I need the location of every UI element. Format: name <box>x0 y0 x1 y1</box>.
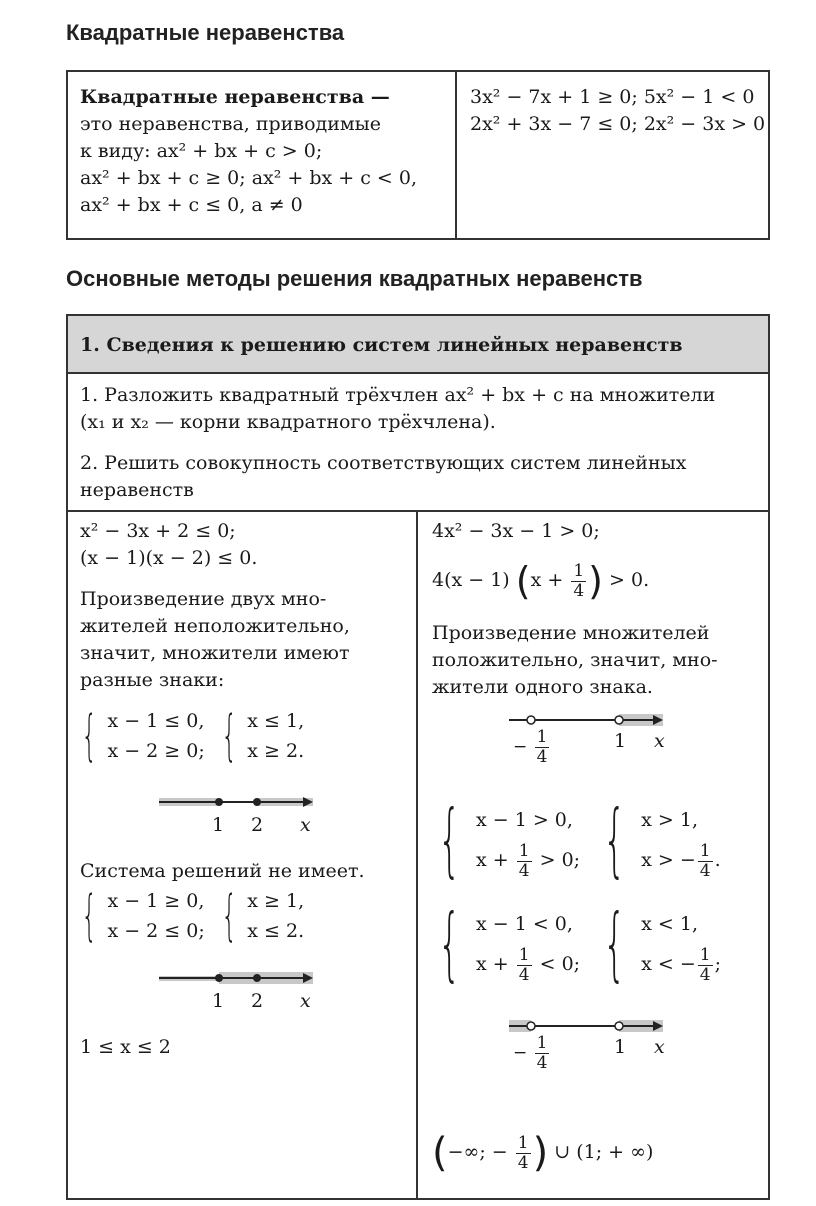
axis-label-fraction: − $\frac{1}{4}$ <box>513 1033 548 1073</box>
system-2 <box>76 886 304 946</box>
right-eq2 <box>432 556 649 605</box>
paren-right: ) <box>532 1130 549 1176</box>
divider <box>66 510 770 512</box>
point-2 <box>253 974 261 982</box>
no-solution-text: Система решений не имеет. <box>80 860 365 882</box>
brace: { <box>221 704 237 767</box>
table-divider <box>455 70 457 240</box>
explanation: разные знаки: <box>80 669 225 691</box>
inequality: x > − $\frac{1}{4}$ . <box>641 840 721 881</box>
paren-left: ( <box>515 559 531 603</box>
inequality: x − 1 ≥ 0, <box>107 890 205 912</box>
axis-label: 1 <box>614 1036 627 1058</box>
open-point-neg-quarter <box>527 1022 535 1030</box>
axis-label: x <box>654 1036 665 1058</box>
definition-text <box>80 84 417 219</box>
inequality: x + $\frac{1}{4}$ > 0; <box>476 840 581 881</box>
inequality: x ≥ 2. <box>247 740 305 762</box>
right-answer: (−∞; − $\frac{1}{4}$ ) ∪ (1; + ∞) <box>432 1130 654 1176</box>
explanation: Произведение множителей <box>432 622 710 644</box>
axis-label: 1 <box>614 730 627 752</box>
axis-label: x <box>300 814 311 836</box>
open-point-neg-quarter <box>527 716 535 724</box>
step-line: 1. Разложить квадратный трёхчлен ax² + bx + c на множители <box>80 384 716 406</box>
explanation: жителей неположительно, <box>80 615 350 637</box>
axis-label: 1 <box>212 990 225 1012</box>
inequality: x − 2 ≥ 0; <box>107 740 205 762</box>
section-title: Основные методы решения квадратных неравенств <box>66 266 643 291</box>
paren-right: ) <box>588 559 603 603</box>
right-explanation <box>432 620 718 701</box>
equation: (x − 1)(x − 2) ≤ 0. <box>80 547 258 569</box>
brace: { <box>437 793 461 887</box>
factor: x + <box>530 569 564 591</box>
system-3 <box>428 793 721 887</box>
axis-label: x <box>300 990 311 1012</box>
inequality: x < − $\frac{1}{4}$ ; <box>641 944 722 985</box>
brace: { <box>81 884 97 947</box>
inequality: x − 2 ≤ 0; <box>107 920 205 942</box>
inequality: x ≤ 1, <box>247 710 305 732</box>
inequality: x − 1 ≤ 0, <box>107 710 205 732</box>
explanation: положительно, значит, мно- <box>432 649 718 671</box>
method-steps <box>80 382 715 504</box>
point-1 <box>215 974 223 982</box>
system-4 <box>428 897 722 991</box>
axis-label: 1 <box>212 814 225 836</box>
step-line: (x₁ и x₂ — корни квадратного трёхчлена). <box>80 411 496 433</box>
method-title: 1. Сведения к решению систем линейных неравенств <box>80 334 683 356</box>
brace: { <box>81 704 97 767</box>
right-eq1: 4x² − 3x − 1 > 0; <box>432 520 600 542</box>
definition-line: это неравенства, приводимые <box>80 113 382 135</box>
definition-line: ax² + bx + c ≥ 0; ax² + bx + c < 0, <box>80 167 418 189</box>
brace: { <box>603 897 627 991</box>
divider <box>66 372 770 374</box>
step-line: 2. Решить совокупность соответствующих систем линейных <box>80 452 687 474</box>
inequality: x ≤ 2. <box>247 920 305 942</box>
open-point-1 <box>615 1022 623 1030</box>
inequality: x ≥ 1, <box>247 890 305 912</box>
definition-bold: Квадратные неравенства — <box>80 86 390 108</box>
step-line: неравенств <box>80 479 194 501</box>
definition-line: ax² + bx + c ≤ 0, a ≠ 0 <box>80 194 303 216</box>
comparison: > 0. <box>609 569 650 591</box>
factor: 4(x − 1) <box>432 569 510 591</box>
explanation: жители одного знака. <box>432 676 653 698</box>
brace: { <box>437 897 461 991</box>
page-title: Квадратные неравенства <box>66 20 345 45</box>
column-divider <box>416 510 418 1200</box>
equation: x² − 3x + 2 ≤ 0; <box>80 520 236 542</box>
brace: { <box>603 793 627 887</box>
fraction: $\frac{1}{4}$ <box>573 560 585 601</box>
definition-line: к виду: ax² + bx + c > 0; <box>80 140 323 162</box>
open-point-1 <box>615 716 623 724</box>
left-answer: 1 ≤ x ≤ 2 <box>80 1036 171 1058</box>
examples <box>470 84 765 138</box>
explanation: значит, множители имеют <box>80 642 350 664</box>
inequality: x − 1 < 0, <box>476 913 573 935</box>
axis-label: 2 <box>251 990 264 1012</box>
inequality: x > 1, <box>641 809 698 831</box>
axis-label-fraction: − $\frac{1}{4}$ <box>513 727 548 767</box>
axis-label: x <box>654 730 665 752</box>
example-line: 2x² + 3x − 7 ≤ 0; 2x² − 3x > 0 <box>470 113 766 135</box>
inequality: x < 1, <box>641 913 698 935</box>
brace: { <box>221 884 237 947</box>
explanation: Произведение двух мно- <box>80 588 327 610</box>
axis-label: 2 <box>251 814 264 836</box>
inequality: x + $\frac{1}{4}$ < 0; <box>476 944 581 985</box>
example-line: 3x² − 7x + 1 ≥ 0; 5x² − 1 < 0 <box>470 86 755 108</box>
system-1 <box>76 706 304 766</box>
inequality: x − 1 > 0, <box>476 809 573 831</box>
left-equations <box>80 518 350 694</box>
paren-left: ( <box>432 1130 448 1176</box>
point-1 <box>215 798 223 806</box>
point-2 <box>253 798 261 806</box>
